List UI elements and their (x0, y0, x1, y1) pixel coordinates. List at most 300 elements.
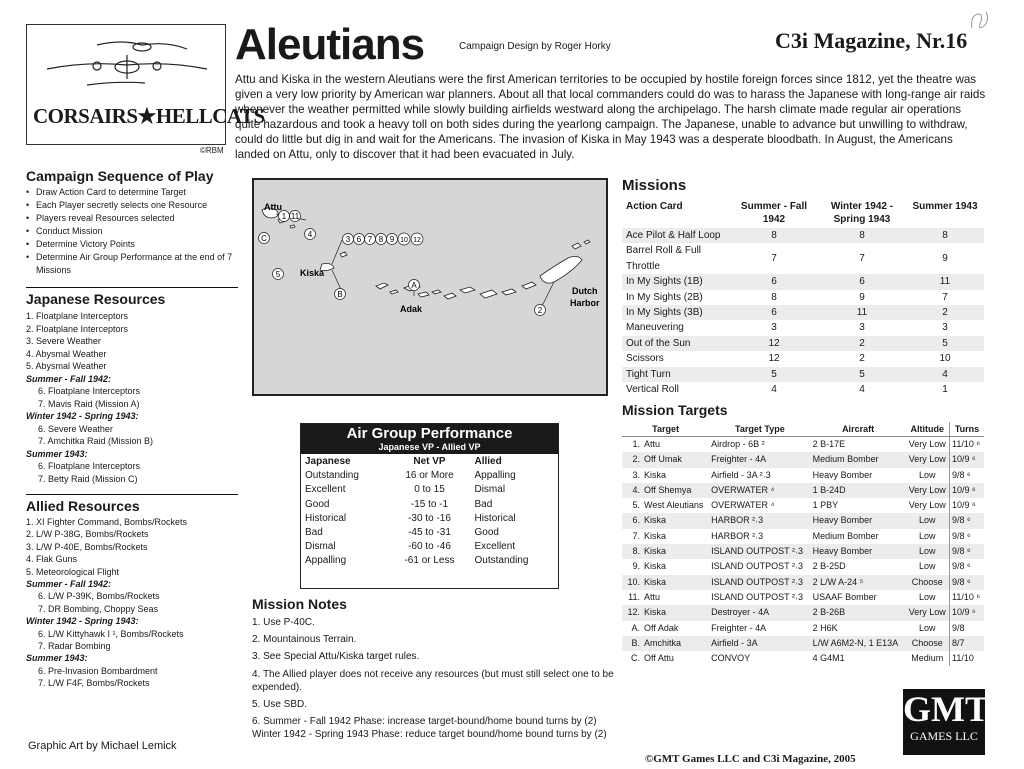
col-header: Action Card (626, 201, 683, 212)
svg-text:A: A (411, 281, 417, 290)
table-cell: Freighter - 4A (711, 622, 767, 633)
table-cell: 8 (906, 228, 984, 243)
table-cell: 9 (942, 253, 948, 265)
table-row (301, 498, 558, 512)
table-cell: 0 to 15 (414, 484, 445, 496)
table-cell: 7. (632, 530, 640, 541)
map-label-attu: Attu (264, 202, 282, 212)
table-cell: Outstanding (305, 470, 359, 482)
table-cell: 9. (632, 561, 640, 572)
table-cell: ISLAND OUTPOST ²˒3 (711, 561, 803, 572)
table-cell: Low (918, 622, 936, 633)
logo-credit: ©RBM (200, 146, 224, 155)
table-cell: Off Umak (642, 452, 709, 467)
map-marker (305, 229, 316, 240)
list-item: 3. L/W P-40E, Bombs/Rockets (26, 541, 148, 552)
season-label: Summer - Fall 1942: (26, 373, 112, 384)
list-item: • Each Player secretly selects one Resource (26, 199, 238, 212)
table-row (622, 559, 984, 574)
table-cell: OVERWATER ⁴ (709, 483, 811, 498)
table-row (622, 320, 984, 335)
aircraft-illustration (27, 25, 225, 105)
map-marker (365, 234, 376, 245)
list-item: 3. See Special Attu/Kiska target rules. (252, 651, 420, 663)
table-cell: Barrel Roll & Full Throttle (626, 245, 702, 272)
map-marker (376, 234, 387, 245)
table-row (622, 651, 984, 666)
table-cell: 8 (818, 228, 906, 243)
gmt-logo-text: GMT (903, 689, 989, 729)
list-item: 7. Radar Bombing (38, 641, 111, 652)
table-cell: 16 or More (405, 470, 454, 482)
list-item: 7. Betty Raid (Mission C) (38, 473, 138, 484)
map-graphic (254, 180, 606, 394)
svg-text:2: 2 (537, 306, 543, 315)
table-cell: 10/9 ⁶ (949, 452, 984, 467)
table-header-row (622, 422, 984, 437)
col-header: Net VP (413, 456, 446, 467)
table-cell: Heavy Bomber (811, 544, 906, 559)
list-item: 6. Floatplane Interceptors (38, 386, 141, 396)
aleutian-map (252, 178, 608, 396)
table-cell: Very Low (906, 483, 950, 498)
table-cell: Excellent (474, 541, 516, 553)
table-cell: Heavy Bomber (811, 513, 906, 528)
table-cell: -60 to -46 (408, 541, 451, 553)
table-cell: -61 or Less (404, 555, 455, 567)
table-cell: 4. (622, 483, 642, 498)
map-label-harbor: Harbor (570, 298, 600, 308)
table-cell: Good (305, 498, 330, 510)
table-cell: Kiska (642, 544, 709, 559)
table-cell: Kiska (642, 513, 709, 528)
col-header: Target (622, 422, 709, 437)
table-cell: 4 (859, 384, 865, 396)
list-item: 7. Amchitka Raid (Mission B) (38, 436, 154, 446)
table-cell: USAAF Bomber (812, 591, 877, 602)
table-cell: 2 B-26B (811, 605, 906, 620)
table-cell: 2. (622, 452, 642, 467)
table-cell: 6 (730, 305, 818, 320)
table-row (622, 274, 984, 289)
table-row (301, 554, 558, 568)
mission-notes-title: Mission Notes (252, 596, 347, 612)
list-item: 5. Meteorological Flight (26, 566, 120, 577)
table-row (622, 336, 984, 351)
list-item: • Draw Action Card to determine Target (26, 186, 238, 199)
list-item: 6. Pre-Invasion Bombardment (38, 665, 158, 676)
svg-text:8: 8 (378, 235, 384, 244)
season-label: Summer - Fall 1942: (26, 579, 112, 590)
col-header: Summer - Fall 1942 (740, 201, 808, 225)
table-cell: C. (631, 653, 640, 664)
table-row (622, 228, 984, 243)
list-item: 3. Severe Weather (26, 336, 101, 346)
table-cell: 2 L/W A-24 ⁵ (811, 575, 906, 590)
list-item: 6. L/W P-39K, Bombs/Rockets (38, 591, 160, 602)
table-cell: 10 (939, 353, 951, 365)
season-label: Summer 1943: (26, 448, 88, 459)
table-cell: 5 (818, 367, 906, 382)
svg-text:1: 1 (281, 212, 287, 221)
table-cell: Airfield - 3A ²˒3 (711, 469, 771, 480)
handwritten-mark (966, 6, 996, 36)
list-item: • Conduct Mission (26, 225, 238, 238)
table-header-row (301, 454, 558, 469)
table-cell: 9/8 (949, 621, 984, 636)
table-cell: -15 to -1 (410, 498, 449, 510)
table-cell: Airdrop - 6B ² (711, 439, 765, 449)
table-cell: Vertical Roll (626, 384, 679, 396)
intro-paragraph: Attu and Kiska in the western Aleutians were the first American territories to be occupied by hostile foreign forces since 1812, yet the theatre was given a very low priority by American war planners. About all that local commanders could do was to harass the Japanese with long-range air raids whenever the weather permitted while slowly building airfields westward along the archipelago. The harsh climate made regular air operations quite hazardous and took a heavy toll on both sides during the yearlong campaign. The Japanese, unable to advance but unwilling to withdraw, could do little but dig in and wait for the Americans. The invasion of Kiska in May 1943 was a desperate bloodbath. In August, the Americans landed on Attu, only to discover that it had been evacuated in July. (235, 73, 986, 162)
table-row (622, 305, 984, 320)
table-cell: Freighter - 4A (709, 452, 811, 467)
table-cell: In My Sights (1B) (622, 274, 730, 289)
table-cell: 6. (622, 513, 642, 528)
svg-text:9: 9 (389, 235, 395, 244)
table-cell: Choose (906, 636, 950, 651)
svg-text:12: 12 (413, 237, 421, 244)
list-item: 6. Severe Weather (38, 423, 113, 434)
table-cell: Kiska (642, 605, 709, 620)
table-row (622, 452, 984, 467)
table-cell: In My Sights (3B) (622, 305, 730, 320)
table-cell: 11/10 (949, 651, 984, 666)
table-cell: Medium Bomber (812, 530, 879, 541)
map-label-adak: Adak (400, 304, 423, 314)
table-row (622, 621, 984, 636)
table-cell: Attu (644, 591, 661, 602)
table-row (622, 544, 984, 559)
table-cell: 4 (906, 367, 984, 382)
table-cell: 10/9 ⁶ (949, 498, 984, 513)
table-cell: A. (631, 622, 640, 633)
svg-text:B: B (337, 290, 343, 299)
agp-title: Air Group Performance (346, 425, 513, 442)
table-cell: 9/8 ⁶ (949, 575, 984, 590)
table-cell: Airfield - 3A (709, 636, 811, 651)
table-cell: Low (906, 513, 950, 528)
table-cell: Amchitka (642, 636, 709, 651)
table-cell: 3. (632, 469, 640, 480)
agp-header (301, 424, 558, 454)
copyright: ©GMT Games LLC and C3i Magazine, 2005 (645, 753, 856, 765)
gmt-logo-subtext: GAMES LLC (910, 729, 978, 743)
map-marker (259, 233, 270, 244)
table-cell: 5. (632, 500, 640, 511)
map-marker (398, 233, 410, 245)
table-row (301, 526, 558, 540)
table-row (622, 351, 984, 366)
map-marker (273, 269, 284, 280)
list-item: 6. Floatplane Interceptors (38, 461, 141, 471)
table-cell: 1. (632, 439, 640, 449)
table-row (622, 290, 984, 305)
table-cell: Very Low (908, 439, 946, 449)
table-cell: Scissors (626, 353, 664, 365)
table-cell: Tight Turn (622, 367, 730, 382)
table-cell: Kiska (642, 575, 709, 590)
list-item: 6. Summer - Fall 1942 Phase: increase target-bound/home bound turns by (2) Winter 1942 - Spring 1943 Phase: reduce target bound/home bound turns by (2) (252, 716, 607, 741)
table-cell: Kiska (644, 530, 667, 541)
sequence-title: Campaign Sequence of Play (26, 168, 214, 184)
table-cell: 6 (730, 274, 818, 289)
table-row (622, 367, 984, 382)
missions-table (622, 198, 984, 397)
col-header: Aircraft (811, 422, 906, 437)
list-item: 4. The Allied player does not receive any resources (but must still select one to be expended). (252, 668, 614, 693)
map-marker (290, 211, 301, 222)
table-cell: OVERWATER ⁴ (711, 500, 775, 511)
col-header: Summer 1943 (912, 201, 978, 212)
table-cell: L/W A6M2-N, 1 E13A (811, 636, 906, 651)
table-cell: Good (474, 527, 499, 539)
table-cell: ISLAND OUTPOST ²˒3 (711, 591, 803, 602)
svg-text:10: 10 (400, 237, 408, 244)
table-cell: Low (906, 544, 950, 559)
table-cell: 9 (859, 291, 865, 303)
map-marker (279, 211, 290, 222)
list-item: 2. Mountainous Terrain. (252, 634, 357, 646)
table-cell: 2 H6K (812, 622, 838, 633)
map-marker (409, 280, 420, 291)
map-marker (343, 234, 354, 245)
table-cell: Maneuvering (626, 322, 684, 334)
table-cell: -45 to -31 (408, 527, 451, 539)
list-item: 7. Mavis Raid (Mission A) (38, 398, 140, 409)
table-cell: 9/8 ⁶ (949, 513, 984, 528)
table-cell: Bad (474, 498, 493, 510)
table-cell: Low (918, 591, 936, 602)
svg-text:4: 4 (307, 230, 313, 239)
list-item: 4. Flak Guns (26, 554, 78, 565)
table-cell: HARBOR ²˒3 (709, 513, 811, 528)
table-cell: 3 (859, 322, 865, 334)
table-cell: 8 (730, 228, 818, 243)
table-cell: 12. (622, 605, 642, 620)
table-cell: Very Low (906, 452, 950, 467)
table-cell: Off Adak (644, 622, 679, 633)
table-cell: B. (622, 636, 642, 651)
svg-text:6: 6 (356, 235, 362, 244)
table-cell: CONVOY (711, 653, 751, 664)
table-cell: Outstanding (474, 555, 529, 567)
list-item: 2. Floatplane Interceptors (26, 323, 129, 334)
air-group-performance-table (300, 423, 559, 589)
table-cell: Low (918, 469, 936, 480)
allied-resources-list (26, 516, 187, 690)
magazine-title: C3i Magazine, Nr.16 (775, 28, 968, 53)
table-cell: 2 (859, 353, 865, 365)
season-label: Winter 1942 - Spring 1943: (26, 616, 139, 627)
table-cell: 7 (859, 253, 865, 265)
table-cell: 2 B-17E (812, 439, 846, 449)
table-cell: Kiska (644, 561, 667, 572)
table-row (622, 468, 984, 483)
table-cell: -30 to -16 (408, 512, 451, 524)
list-item: 4. Abysmal Weather (26, 348, 107, 359)
table-cell: Off Attu (644, 653, 674, 664)
table-cell: ISLAND OUTPOST ²˒3 (709, 575, 811, 590)
table-cell: 1 PBY (812, 500, 839, 511)
table-cell: Low (918, 530, 936, 541)
table-cell: 10. (622, 575, 642, 590)
mission-targets-table (622, 422, 984, 666)
table-cell: 9/8 ⁶ (949, 468, 984, 483)
table-cell: West Aleutians (644, 500, 704, 511)
japanese-resources-title: Japanese Resources (26, 287, 238, 307)
table-cell: 8 (771, 291, 777, 303)
table-cell: 11/10 ⁶ (949, 437, 984, 453)
table-row (622, 636, 984, 651)
table-cell: 5 (906, 336, 984, 351)
list-item: • Players reveal Resources selected (26, 212, 238, 225)
table-row (622, 590, 984, 605)
table-cell: Medium Bomber (811, 452, 906, 467)
table-row (622, 513, 984, 528)
list-item: 6. L/W Kittyhawk I ¹, Bombs/Rockets (38, 628, 184, 639)
table-cell: 12 (768, 353, 780, 365)
table-cell: 7 (771, 253, 777, 265)
table-cell: 10/9 ⁶ (949, 483, 984, 498)
table-cell: 11 (906, 274, 984, 289)
table-cell: Medium (911, 653, 944, 664)
table-cell: Historical (305, 512, 347, 524)
agp-subtitle: Japanese VP - Allied VP (378, 442, 481, 452)
table-cell: Destroyer - 4A (709, 605, 811, 620)
list-item: 1. Floatplane Interceptors (26, 311, 129, 321)
table-cell: 11 (818, 305, 906, 320)
list-item: 5. Abysmal Weather (26, 361, 107, 371)
table-cell: 1 B-24D (811, 483, 906, 498)
list-item: 2. L/W P-38G, Bombs/Rockets (26, 529, 149, 540)
table-row (622, 382, 984, 397)
table-cell: 1 (942, 384, 948, 396)
table-cell: 2 B-25D (812, 561, 846, 572)
table-cell: 11/10 ⁶ (949, 590, 984, 605)
table-cell: 12 (730, 336, 818, 351)
table-row (301, 512, 558, 526)
table-cell: Appalling (305, 555, 347, 567)
table-cell: Very Low (906, 605, 950, 620)
col-header: Allied (474, 456, 502, 467)
table-row (622, 437, 984, 453)
design-credit: Campaign Design by Roger Horky (459, 41, 611, 52)
list-item: 7. DR Bombing, Choppy Seas (38, 603, 159, 614)
table-cell: Attu (644, 439, 661, 449)
svg-text:11: 11 (290, 212, 300, 221)
table-cell: 11. (628, 591, 640, 602)
table-row (301, 540, 558, 554)
season-label: Summer 1943: (26, 653, 88, 664)
table-row (301, 469, 558, 483)
table-cell: 6 (818, 274, 906, 289)
map-marker (387, 234, 398, 245)
table-cell: 9/8 ⁶ (949, 544, 984, 559)
table-cell: 7 (942, 291, 948, 303)
table-cell: 8. (622, 544, 642, 559)
table-cell: Ace Pilot & Half Loop (622, 228, 730, 243)
logo-text: CORSAIRS★HELLCATS (33, 104, 265, 128)
col-header: Turns (949, 422, 984, 437)
table-cell: 9/8 ⁶ (949, 559, 984, 574)
table-row (622, 605, 984, 620)
table-cell: Off Shemya (642, 483, 709, 498)
col-header: Winter 1942 - Spring 1943 (830, 201, 894, 225)
table-cell: Kiska (644, 469, 667, 480)
table-cell: Excellent (305, 484, 346, 496)
table-cell: Choose (906, 575, 950, 590)
allied-resources-title: Allied Resources (26, 494, 238, 514)
table-row (622, 575, 984, 590)
table-cell: Appalling (474, 470, 516, 482)
gmt-logo (903, 689, 989, 755)
svg-text:3: 3 (345, 235, 351, 244)
list-item: • Determine Victory Points (26, 238, 238, 251)
map-marker (354, 234, 365, 245)
svg-text:7: 7 (367, 235, 373, 244)
table-row (622, 243, 984, 274)
map-label-kiska: Kiska (300, 268, 325, 278)
map-label-dutch: Dutch (572, 286, 598, 296)
table-cell: Bad (305, 527, 323, 539)
table-cell: Very Low (908, 500, 946, 511)
table-cell: Low (918, 561, 936, 572)
table-cell: Historical (474, 512, 516, 524)
list-item: 5. Use SBD. (252, 699, 308, 711)
mission-targets-title: Mission Targets (622, 402, 728, 418)
table-cell: Dismal (305, 541, 336, 553)
table-cell: 8/7 (949, 636, 984, 651)
table-row (622, 529, 984, 544)
list-item: 1. XI Fighter Command, Bombs/Rockets (26, 517, 188, 527)
table-cell: 10/9 ⁶ (949, 605, 984, 620)
col-header: Altitude (906, 422, 950, 437)
table-cell: 9/8 ⁶ (949, 529, 984, 544)
page-title: Aleutians (235, 20, 425, 69)
table-cell: 4 (771, 384, 777, 396)
table-cell: 5 (730, 367, 818, 382)
table-header-row (622, 198, 984, 228)
list-item: • Determine Air Group Performance at the end of 7 Missions (26, 251, 238, 277)
table-row (622, 483, 984, 498)
table-cell: 3 (942, 322, 948, 334)
japanese-resources-list (26, 310, 153, 485)
list-item: 1. Use P-40C. (252, 617, 315, 628)
table-cell: Dismal (474, 484, 506, 496)
season-label: Winter 1942 - Spring 1943: (26, 411, 139, 421)
table-cell: 2 (906, 305, 984, 320)
sequence-list (26, 186, 238, 277)
map-marker (535, 305, 546, 316)
agp-grid (301, 454, 558, 569)
table-cell: 3 (771, 322, 777, 334)
map-marker (335, 289, 346, 300)
graphic-art-credit: Graphic Art by Michael Lemick (28, 740, 177, 752)
table-cell: ISLAND OUTPOST ²˒3 (709, 544, 811, 559)
table-cell: Out of the Sun (622, 336, 730, 351)
list-item: 7. L/W F4F, Bombs/Rockets (38, 678, 150, 689)
missions-title: Missions (622, 177, 687, 194)
table-cell: In My Sights (2B) (626, 291, 703, 303)
table-cell: 2 (818, 336, 906, 351)
svg-text:5: 5 (275, 270, 281, 279)
map-marker (411, 233, 423, 245)
svg-text:C: C (261, 234, 267, 243)
table-cell: Heavy Bomber (812, 469, 873, 480)
table-row (301, 483, 558, 497)
table-row (622, 498, 984, 513)
